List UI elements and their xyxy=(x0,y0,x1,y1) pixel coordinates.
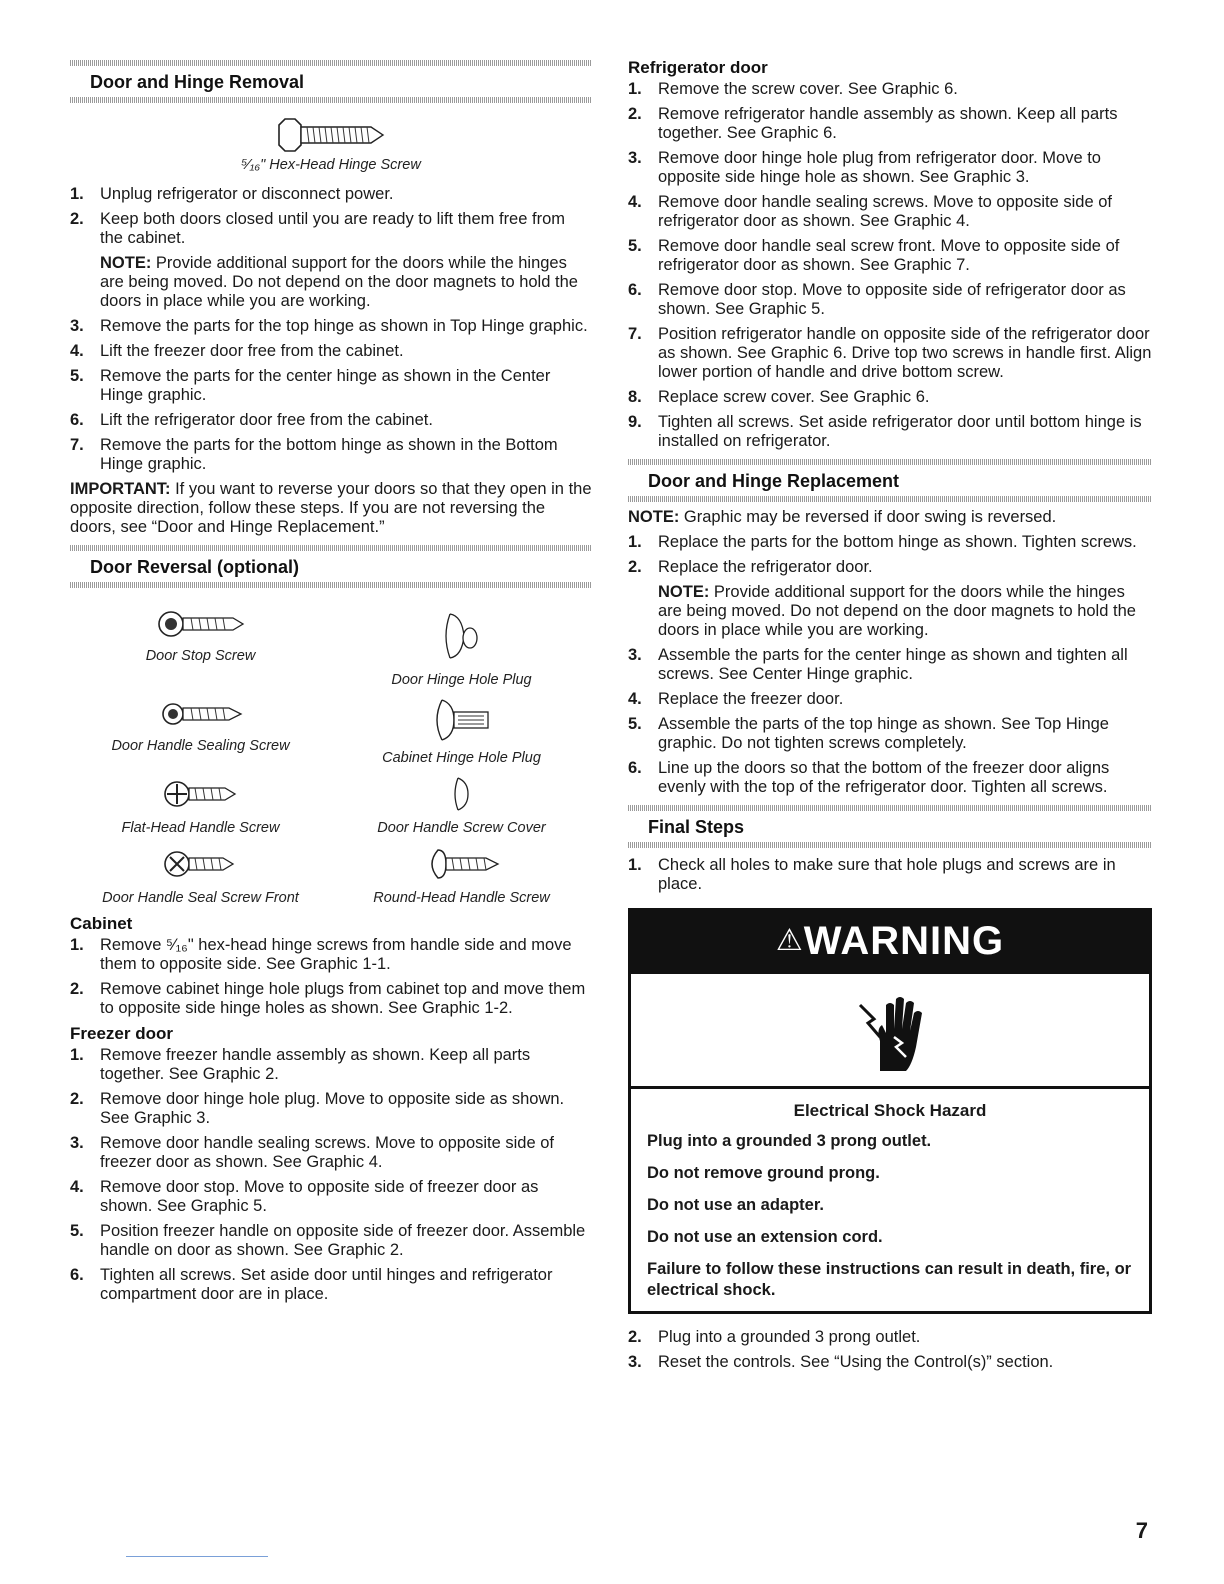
list-item: 1. Remove ⁵⁄₁₆" hex-head hinge screws from handle side and move them to opposite side. See Graphic 1-1. xyxy=(70,936,572,973)
footer-rule xyxy=(126,1556,268,1557)
list-item: 3. Assemble the parts for the center hinge as shown and tighten all screws. See Center Hinge graphic. xyxy=(628,646,1128,683)
list-item: 1. Remove the screw cover. See Graphic 6. xyxy=(628,80,958,98)
list-item: 5. Assemble the parts of the top hinge as shown. See Top Hinge graphic. Do not tighten screws completely. xyxy=(628,715,1109,752)
round-head-handle-screw-icon xyxy=(412,844,512,884)
freezer-door-steps-list xyxy=(70,1046,592,1304)
list-item: 3. Remove door handle sealing screws. Move to opposite side of freezer door as shown. See Graphic 4. xyxy=(70,1134,554,1171)
list-item: 6. Remove door stop. Move to opposite side of refrigerator door as shown. See Graphic 5. xyxy=(628,281,1126,318)
removal-steps-list-2 xyxy=(70,317,592,474)
removal-steps-list xyxy=(70,185,592,248)
part-round-head-handle-screw xyxy=(331,844,592,906)
replacement-steps-list-2 xyxy=(628,646,1152,797)
warning-line: Do not use an extension cord. xyxy=(647,1228,883,1246)
page-number: 7 xyxy=(1135,1518,1148,1543)
electric-shock-hand-icon xyxy=(850,985,930,1075)
part-caption: Door Handle Seal Screw Front xyxy=(102,890,299,906)
list-item: 7. Remove the parts for the bottom hinge as shown in the Bottom Hinge graphic. xyxy=(70,436,558,473)
section-heading-final-steps: Final Steps xyxy=(628,803,1152,848)
hex-screw-caption xyxy=(70,157,592,173)
important-paragraph: IMPORTANT: If you want to reverse your doors so that they open in the opposite direction, follow these steps. If you are not reversing the doors, see “Door and Hinge Replacement.” xyxy=(70,480,592,536)
list-item: 4. Remove door handle sealing screws. Move to opposite side of refrigerator door as shown. See Graphic 4. xyxy=(628,193,1112,230)
list-item: 2. Replace the refrigerator door. xyxy=(628,558,873,576)
part-caption: Door Handle Sealing Screw xyxy=(111,738,290,754)
warning-header xyxy=(631,911,1149,974)
list-item: 6. Lift the refrigerator door free from the cabinet. xyxy=(70,411,433,429)
list-item: 5. Position freezer handle on opposite side of freezer door. Assemble handle on door as shown. See Graphic 2. xyxy=(70,1222,586,1259)
list-item: 3. Remove the parts for the top hinge as shown in Top Hinge graphic. xyxy=(70,317,588,335)
warning-line: Do not use an adapter. xyxy=(647,1196,824,1214)
final-steps-list-2 xyxy=(628,1328,1152,1372)
left-column xyxy=(70,58,592,1310)
part-door-hinge-hole-plug xyxy=(331,606,592,688)
door-handle-seal-screw-front-icon xyxy=(151,844,251,884)
list-item: 6. Tighten all screws. Set aside door until hinges and refrigerator compartment door are in place. xyxy=(70,1266,553,1303)
hex-screw-label: Hex-Head Hinge Screw xyxy=(265,157,421,173)
electric-shock-icon-area xyxy=(631,974,1149,1089)
part-door-handle-seal-screw-front xyxy=(70,844,331,906)
part-caption: Door Stop Screw xyxy=(145,648,256,664)
list-item: 3. Remove door hinge hole plug from refrigerator door. Move to opposite side hinge hole as shown. See Graphic 3. xyxy=(628,149,1101,186)
part-caption: Door Handle Screw Cover xyxy=(377,820,546,836)
warning-box xyxy=(628,908,1152,1314)
section-heading-door-hinge-replacement: Door and Hinge Replacement xyxy=(628,457,1152,502)
flat-head-handle-screw-icon xyxy=(151,774,251,814)
list-item: 2. Keep both doors closed until you are ready to lift them free from the cabinet. xyxy=(70,210,565,247)
freezer-door-heading: Freezer door xyxy=(70,1024,173,1043)
list-item: 2. Plug into a grounded 3 prong outlet. xyxy=(628,1328,921,1346)
cabinet-steps-list xyxy=(70,936,592,1018)
warning-word: WARNING xyxy=(803,919,1005,963)
list-item: 5. Remove the parts for the center hinge as shown in the Center Hinge graphic. xyxy=(70,367,551,404)
list-item: 3. Reset the controls. See “Using the Control(s)” section. xyxy=(628,1353,1054,1371)
removal-note: NOTE: Provide additional support for the doors while the hinges are being moved. Do not depend on the door magnets to hold the doors in place while you are working. xyxy=(100,254,578,310)
list-item: 2. Remove cabinet hinge hole plugs from cabinet top and move them to opposite side hinge holes as shown. See Graphic 1-2. xyxy=(70,980,586,1017)
door-hinge-hole-plug-icon xyxy=(432,606,492,666)
list-item: 2. Remove door hinge hole plug. Move to opposite side as shown. See Graphic 3. xyxy=(70,1090,565,1127)
list-item: 4. Replace the freezer door. xyxy=(628,690,844,708)
list-item: 6. Line up the doors so that the bottom of the freezer door aligns evenly with the top of the refrigerator door. Tighten all screws. xyxy=(628,759,1110,796)
door-handle-screw-cover-icon xyxy=(442,774,482,814)
door-handle-sealing-screw-icon xyxy=(151,696,251,732)
cabinet-heading: Cabinet xyxy=(70,914,133,933)
list-item: 4. Remove door stop. Move to opposite side of freezer door as shown. See Graphic 5. xyxy=(70,1178,539,1215)
list-item: 7. Position refrigerator handle on opposite side of the refrigerator door as shown. See Graphic 6. Drive top two screws in handle first. Align lower portion of handle and drive bottom screw. xyxy=(628,325,1152,381)
list-item: 4. Lift the freezer door free from the cabinet. xyxy=(70,342,404,360)
part-caption: Cabinet Hinge Hole Plug xyxy=(382,750,541,766)
hex-head-screw-figure xyxy=(70,113,592,173)
final-steps-list xyxy=(628,856,1152,894)
section-heading-door-reversal: Door Reversal (optional) xyxy=(70,543,592,588)
warning-line: Failure to follow these instructions can result in death, fire, or electrical shock. xyxy=(647,1260,1132,1299)
list-item: 1. Replace the parts for the bottom hinge as shown. Tighten screws. xyxy=(628,533,1137,551)
part-caption: Round-Head Handle Screw xyxy=(373,890,550,906)
replacement-inner-note: NOTE: Provide additional support for the doors while the hinges are being moved. Do not depend on the door magnets to hold the doors in place while you are working. xyxy=(658,583,1136,639)
warning-line: Do not remove ground prong. xyxy=(647,1164,880,1182)
part-door-handle-screw-cover xyxy=(331,774,592,836)
warning-title: Electrical Shock Hazard xyxy=(793,1101,987,1120)
part-caption: Flat-Head Handle Screw xyxy=(121,820,280,836)
part-flat-head-handle-screw xyxy=(70,774,331,836)
list-item: 5. Remove door handle seal screw front. Move to opposite side of refrigerator door as shown. See Graphic 7. xyxy=(628,237,1120,274)
right-column xyxy=(628,58,1152,1378)
list-item: 1. Remove freezer handle assembly as shown. Keep all parts together. See Graphic 2. xyxy=(70,1046,531,1083)
warning-line: Plug into a grounded 3 prong outlet. xyxy=(647,1132,932,1150)
replacement-steps-list xyxy=(628,533,1152,577)
part-door-handle-sealing-screw xyxy=(70,696,331,766)
part-door-stop-screw xyxy=(70,606,331,688)
list-item: 9. Tighten all screws. Set aside refrigerator door until bottom hinge is installed on refrigerator. xyxy=(628,413,1142,450)
replacement-note: NOTE: Graphic may be reversed if door swing is reversed. xyxy=(628,508,1057,526)
list-item: 8. Replace screw cover. See Graphic 6. xyxy=(628,388,930,406)
part-cabinet-hinge-hole-plug xyxy=(331,696,592,766)
part-caption: Door Hinge Hole Plug xyxy=(391,672,532,688)
section-heading-door-hinge-removal: Door and Hinge Removal xyxy=(70,58,592,103)
door-stop-screw-icon xyxy=(151,606,251,642)
list-item: 1. Check all holes to make sure that hole plugs and screws are in place. xyxy=(628,856,1116,893)
parts-grid xyxy=(70,606,592,906)
warning-triangle-icon: ⚠ xyxy=(775,924,804,957)
hex-head-screw-icon xyxy=(271,113,391,157)
list-item: 2. Remove refrigerator handle assembly as shown. Keep all parts together. See Graphic 6. xyxy=(628,105,1118,142)
refrigerator-door-heading: Refrigerator door xyxy=(628,58,768,77)
refrigerator-door-steps-list xyxy=(628,80,1152,451)
list-item: 1. Unplug refrigerator or disconnect power. xyxy=(70,185,394,203)
cabinet-hinge-hole-plug-icon xyxy=(422,696,502,744)
hex-screw-size: ⁵⁄₁₆" xyxy=(241,157,266,173)
warning-body xyxy=(631,1089,1149,1311)
